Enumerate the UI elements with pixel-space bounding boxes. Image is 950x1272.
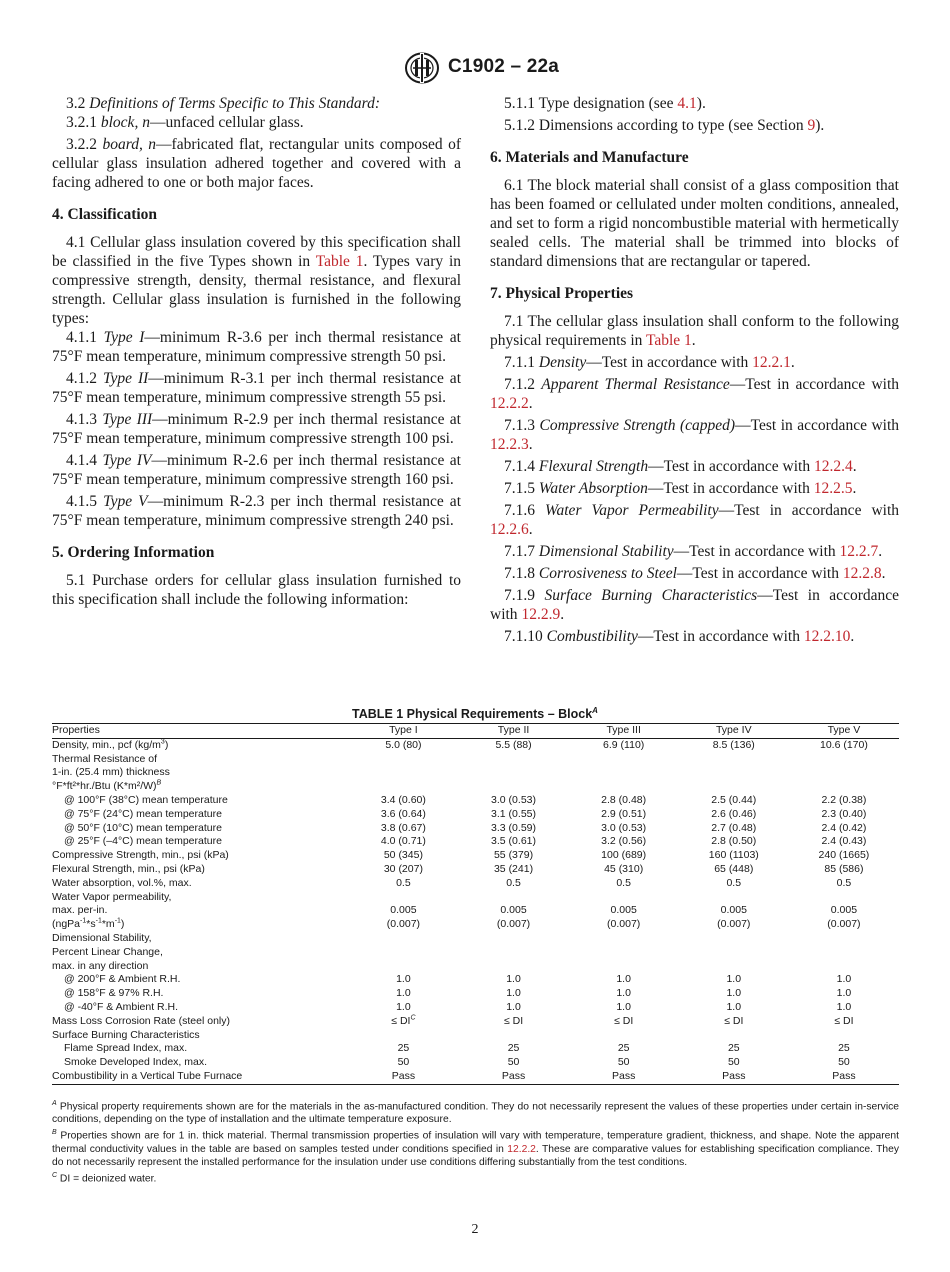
table-row xyxy=(52,946,899,960)
paragraph-7-1-9: 7.1.9 Surface Burning Characteristics—Test in accordance with 12.2.9. xyxy=(490,587,899,623)
table-cell: 1.0 xyxy=(506,973,521,986)
ref-link[interactable]: 12.2.8 xyxy=(842,565,882,582)
table-cell: 2.9 (0.51) xyxy=(601,807,647,820)
ref-link[interactable]: 12.2.6 xyxy=(490,521,529,538)
table-cell: 1.0 xyxy=(836,1000,852,1013)
table-cell: 2.4 (0.42) xyxy=(821,821,867,834)
table-row xyxy=(52,794,899,808)
table-row xyxy=(52,904,899,918)
table-cell: 3.5 (0.61) xyxy=(491,835,536,848)
section-9-link[interactable]: 9 xyxy=(807,117,816,134)
row-label: Surface Burning Characteristics xyxy=(52,1028,200,1041)
test-methods-list xyxy=(490,353,899,646)
table-row xyxy=(52,766,899,780)
table-cell: (0.007) xyxy=(386,918,421,931)
table-cell: 25 xyxy=(507,1042,520,1055)
table-cell: 0.005 xyxy=(500,904,527,917)
table-cell: 3.2 (0.56) xyxy=(601,835,647,848)
table-cell: 10.6 (170) xyxy=(819,738,868,751)
row-label: max. in any direction xyxy=(52,959,149,972)
table-cell: 1.0 xyxy=(396,987,411,1000)
paragraph-7-1-10: 7.1.10 Combustibility—Test in accordance with 12.2.10. xyxy=(504,628,855,645)
table-cell: ≤ DI xyxy=(834,1014,854,1027)
table-cell: 35 (241) xyxy=(493,862,534,875)
table-cell: ≤ DI xyxy=(503,1014,524,1027)
table-row xyxy=(52,1042,899,1056)
table-cell: 1.0 xyxy=(616,1000,631,1013)
table-row xyxy=(52,1029,899,1043)
table-cell: 2.5 (0.44) xyxy=(711,793,757,806)
row-label: @ 200°F & Ambient R.H. xyxy=(64,973,181,986)
row-label: max. per-in. xyxy=(52,904,108,917)
table-row xyxy=(52,863,899,877)
row-label: @ 158°F & 97% R.H. xyxy=(64,987,164,1000)
table-cell: 50 xyxy=(397,1056,410,1069)
table-cell: 25 xyxy=(397,1042,410,1055)
row-label: Compressive Strength, min., psi (kPa) xyxy=(52,849,229,862)
table-header-row xyxy=(52,724,899,739)
paragraph-4-1-1: 4.1.1 Type I—minimum R-3.6 per inch thermal resistance at 75°F mean temperature, minimum compressive strength 50 psi. xyxy=(52,329,461,365)
astm-logo-icon xyxy=(404,52,440,84)
paragraph-3-2: 3.2 Definitions of Terms Specific to This Standard: xyxy=(66,95,381,112)
table-row xyxy=(52,891,899,905)
table-footnotes xyxy=(52,1097,899,1185)
physical-requirements-table xyxy=(52,723,899,1085)
table-cell: 1.0 xyxy=(506,1000,521,1013)
table-cell: 5.5 (88) xyxy=(495,738,532,751)
paragraph-7-1-7: 7.1.7 Dimensional Stability—Test in accordance with 12.2.7. xyxy=(504,543,883,560)
column-header: Type V xyxy=(827,724,861,736)
table-cell: Pass xyxy=(501,1069,526,1082)
row-label: 1-in. (25.4 mm) thickness xyxy=(52,766,170,779)
table-cell: 3.3 (0.59) xyxy=(491,821,536,834)
table-row xyxy=(52,918,899,932)
table-row xyxy=(52,932,899,946)
row-label: °F*ft²*hr./Btu $(K*m^2/W)^B$ xyxy=(52,779,162,793)
row-label: Smoke Developed Index, max. xyxy=(64,1056,207,1069)
page-header xyxy=(0,52,950,86)
table-cell: 45 (310) xyxy=(604,862,644,875)
table-cell: 25 xyxy=(838,1042,850,1055)
table-row xyxy=(52,1056,899,1070)
table-cell: 100 (689) xyxy=(601,849,647,862)
row-label: @ 75°F (24°C) mean temperature xyxy=(64,807,222,820)
paragraph-7-1-6: 7.1.6 Water Vapor Permeability—Test in accordance with 12.2.6. xyxy=(490,502,900,538)
table-row xyxy=(52,780,899,794)
table-cell: ≤ DI xyxy=(724,1014,744,1027)
paragraph-7-1-2: 7.1.2 Apparent Thermal Resistance—Test in accordance with 12.2.2. xyxy=(490,376,899,412)
table-cell: ≤ $DI^C$ xyxy=(391,1014,416,1027)
paragraph-6-1: 6.1 The block material shall consist of a glass composition that has been foamed or cellulated under molten conditions, annealed, and set to form a rigid noncombustible material with hermetically sealed cells. The material shall be trimmed into blocks of standard dimensions that are rectangular or tapered. xyxy=(490,177,899,270)
ref-link[interactable]: 12.2.2 xyxy=(490,395,529,412)
paragraph-4-1-2: 4.1.2 Type II—minimum R-3.1 per inch thermal resistance at 75°F mean temperature, minimum compressive strength 55 psi. xyxy=(52,370,461,406)
table-cell: 1.0 xyxy=(726,1000,742,1013)
paragraph-7-1-1: 7.1.1 Density—Test in accordance with 12.2.1. xyxy=(504,354,795,371)
table-cell: Pass xyxy=(722,1069,746,1082)
standard-designation: C1902 – 22a xyxy=(448,56,560,77)
table-row xyxy=(52,1070,899,1084)
row-label: Thermal Resistance of xyxy=(52,752,158,765)
table-cell: 3.4 (0.60) xyxy=(380,793,426,806)
table-row xyxy=(52,987,899,1001)
row-label: Percent Linear Change, xyxy=(52,945,163,958)
table-cell: 50 xyxy=(727,1056,740,1069)
ref-link[interactable]: 12.2.4 xyxy=(813,458,853,475)
paragraph-5-1-2: 5.1.2 Dimensions according to type (see Section 9). xyxy=(504,117,825,134)
table-cell: 30 (207) xyxy=(383,862,423,875)
table-cell: 2.4 (0.43) xyxy=(821,835,867,848)
table-row xyxy=(52,960,899,974)
table-1-link[interactable]: Table 1 xyxy=(645,332,692,349)
footnote-c: $^C$ DI = deionized water. xyxy=(52,1171,157,1185)
table-cell: Pass xyxy=(611,1069,636,1082)
table-1-link[interactable]: Table 1 xyxy=(315,253,364,270)
row-label: Water Vapor permeability, xyxy=(52,890,172,903)
table-cell: 50 xyxy=(507,1056,520,1069)
table-cell: 1.0 xyxy=(836,973,852,986)
row-label: Mass Loss Corrosion Rate (steel only) xyxy=(52,1014,230,1027)
table-cell: 0.005 xyxy=(610,904,637,917)
table-cell: (0.007) xyxy=(717,918,751,931)
table-cell: 8.5 (136) xyxy=(712,738,755,751)
row-label: Density, min., pcf $(kg/m^3)$ xyxy=(52,738,169,751)
table-cell: 0.5 xyxy=(726,876,742,889)
ref-link[interactable]: 12.2.9 xyxy=(521,606,561,623)
table-cell: 2.8 (0.48) xyxy=(601,793,647,806)
left-column xyxy=(52,94,461,609)
section-heading-classification: 4. Classification xyxy=(52,206,158,223)
paragraph-4-1-5: 4.1.5 Type V—minimum R-2.3 per inch thermal resistance at 75°F mean temperature, minimum compressive strength 240 psi. xyxy=(52,493,461,529)
paragraph-5-1: 5.1 Purchase orders for cellular glass insulation furnished to this specification shall include the following information: xyxy=(52,572,461,608)
table-cell: 3.0 (0.53) xyxy=(491,793,536,806)
column-header: Type III xyxy=(606,724,641,736)
column-header: Type II xyxy=(497,724,530,736)
table-cell: 25 xyxy=(727,1042,740,1055)
ref-link[interactable]: 12.2.2 xyxy=(507,1143,536,1155)
footnote-b: $^B$ Properties shown are for 1 in. thick material. Thermal transmission properties of insulation will vary with temperature, temperature gradient, thickness, and shape. Note the apparent thermal conductivity values in the table are based on samples tested under conditions specified in 12.2.2. These are comparative values for establishing specification compliance. They do not necessarily represent the installed performance for the insulation under use conditions differing substantially from the test conditions. xyxy=(52,1129,900,1168)
row-label: @ 50°F (10°C) mean temperature xyxy=(64,821,222,834)
table-cell: 0.005 xyxy=(720,904,747,917)
table-cell: 50 xyxy=(838,1056,850,1069)
table-cell: 0.005 xyxy=(830,904,858,917)
table-cell: (0.007) xyxy=(496,918,531,931)
table-cell: 0.5 xyxy=(396,876,411,889)
table-row xyxy=(52,822,899,836)
paragraph-7-1-8: 7.1.8 Corrosiveness to Steel—Test in accordance with 12.2.8. xyxy=(504,565,886,582)
table-cell: 0.005 xyxy=(390,904,417,917)
ref-link[interactable]: 12.2.10 xyxy=(803,628,851,645)
table-cell: 0.5 xyxy=(616,876,631,889)
table-cell: Pass xyxy=(391,1069,416,1082)
table-row xyxy=(52,835,899,849)
paragraph-4-1-4: 4.1.4 Type IV—minimum R-2.6 per inch thermal resistance at 75°F mean temperature, minimum compressive strength 160 psi. xyxy=(52,452,461,488)
table-row xyxy=(52,753,899,767)
table-cell: 4.0 (0.71) xyxy=(380,835,426,848)
table-cell: 1.0 xyxy=(506,987,521,1000)
table-row xyxy=(52,973,899,987)
table-cell: 1.0 xyxy=(616,987,631,1000)
paragraph-4-1-3: 4.1.3 Type III—minimum R-2.9 per inch thermal resistance at 75°F mean temperature, minimum compressive strength 100 psi. xyxy=(52,411,461,447)
paragraph-5-1-1: 5.1.1 Type designation (see 4.1). xyxy=(504,95,706,112)
table-cell: 0.5 xyxy=(836,876,852,889)
table-cell: 3.0 (0.53) xyxy=(601,821,647,834)
table-cell: (0.007) xyxy=(607,918,641,931)
table-cell: 1.0 xyxy=(396,973,411,986)
table-caption: TABLE 1 Physical Requirements – Block$^A$ xyxy=(352,706,598,722)
section-4-1-link[interactable]: 4.1 xyxy=(677,95,697,112)
table-cell: 5.0 (80) xyxy=(385,738,422,751)
ref-link[interactable]: 12.2.5 xyxy=(813,480,853,497)
paragraph-3-2-2: 3.2.2 board, n—fabricated flat, rectangular units composed of cellular glass insulation adhered together and covered with a facing adhered to one or both major faces. xyxy=(52,136,462,191)
column-header: Type IV xyxy=(715,724,752,736)
table-cell: 1.0 xyxy=(726,973,742,986)
row-label: @ 25°F (–4°C) mean temperature xyxy=(64,835,222,848)
table-cell: 1.0 xyxy=(726,987,742,1000)
right-column xyxy=(490,94,899,646)
table-cell: 160 (1103) xyxy=(708,849,759,862)
row-label: @ -40°F & Ambient R.H. xyxy=(64,1000,179,1013)
table-row xyxy=(52,1015,899,1029)
paragraph-4-1: 4.1 Cellular glass insulation covered by this specification shall be classified in the five Types shown in Table 1. Types vary in compressive strength, density, thermal resistance, and flexural strength. Cellular glass insulation is furnished in the following types: xyxy=(52,234,461,327)
row-label: Water absorption, vol.%, max. xyxy=(52,876,192,889)
table-cell: 25 xyxy=(617,1042,630,1055)
table-cell: 2.2 (0.38) xyxy=(821,793,867,806)
table-cell: Pass xyxy=(832,1069,856,1082)
page-number: 2 xyxy=(471,1222,479,1237)
table-row xyxy=(52,1001,899,1015)
table-row xyxy=(52,808,899,822)
row-label: Flexural Strength, min., psi (kPa) xyxy=(52,862,205,875)
table-cell: 50 (345) xyxy=(383,849,423,862)
section-heading-physical-properties: 7. Physical Properties xyxy=(490,285,634,302)
paragraph-3-2-1: 3.2.1 block, n—unfaced cellular glass. xyxy=(66,114,304,131)
table-cell: 1.0 xyxy=(396,1000,411,1013)
ref-link[interactable]: 12.2.3 xyxy=(490,436,529,453)
table-row xyxy=(52,738,899,752)
section-heading-ordering: 5. Ordering Information xyxy=(52,544,215,561)
row-label: @ 100°F (38°C) mean temperature xyxy=(64,793,228,806)
row-label: Dimensional Stability, xyxy=(52,931,152,944)
table-cell: 85 (586) xyxy=(824,862,864,875)
table-cell: 1.0 xyxy=(616,973,631,986)
footnote-a: $^A$ Physical property requirements shown are for the materials in the as-manufactured condition. They do not necessarily represent the values of these properties under certain in-service conditions, depending on the type of installation and the ultimate temperature exposure. xyxy=(52,1100,899,1126)
table-cell: 3.8 (0.67) xyxy=(380,821,426,834)
column-header: Type I xyxy=(389,724,418,736)
table-cell: (0.007) xyxy=(827,918,861,931)
table-cell: 6.9 (110) xyxy=(603,738,645,751)
table-cell: 3.6 (0.64) xyxy=(380,807,426,820)
table-row xyxy=(52,877,899,891)
table-cell: 50 xyxy=(617,1056,630,1069)
table-cell: 55 (379) xyxy=(493,849,534,862)
row-label: Flame Spread Index, max. xyxy=(64,1042,188,1055)
paragraph-7-1-4: 7.1.4 Flexural Strength—Test in accordance with 12.2.4. xyxy=(504,458,857,475)
table-row xyxy=(52,849,899,863)
table-cell: 0.5 xyxy=(506,876,521,889)
ref-link[interactable]: 12.2.7 xyxy=(839,543,879,560)
table-cell: 240 (1665) xyxy=(818,849,870,862)
column-header: Properties xyxy=(52,724,100,736)
section-heading-materials: 6. Materials and Manufacture xyxy=(490,149,689,166)
row-label: Combustibility in a Vertical Tube Furnace xyxy=(52,1069,243,1082)
table-cell: 2.7 (0.48) xyxy=(711,821,757,834)
paragraph-7-1-5: 7.1.5 Water Absorption—Test in accordance with 12.2.5. xyxy=(504,480,857,497)
row-label: $(ngPa^{-1}*s^{-1}*m^{-1})$ xyxy=(52,917,125,931)
paragraph-7-1-3: 7.1.3 Compressive Strength (capped)—Test in accordance with 12.2.3. xyxy=(490,417,900,453)
ref-link[interactable]: 12.2.1 xyxy=(752,354,791,371)
table-cell: 2.8 (0.50) xyxy=(711,835,757,848)
table-cell: 2.6 (0.46) xyxy=(711,807,757,820)
table-cell: 1.0 xyxy=(836,987,852,1000)
table-cell: 3.1 (0.55) xyxy=(491,807,536,820)
table-cell: 65 (448) xyxy=(714,862,754,875)
paragraph-7-1: 7.1 The cellular glass insulation shall conform to the following physical requirements in Table 1. xyxy=(490,313,899,349)
table-cell: 2.3 (0.40) xyxy=(821,807,867,820)
table-cell: ≤ DI xyxy=(614,1014,634,1027)
